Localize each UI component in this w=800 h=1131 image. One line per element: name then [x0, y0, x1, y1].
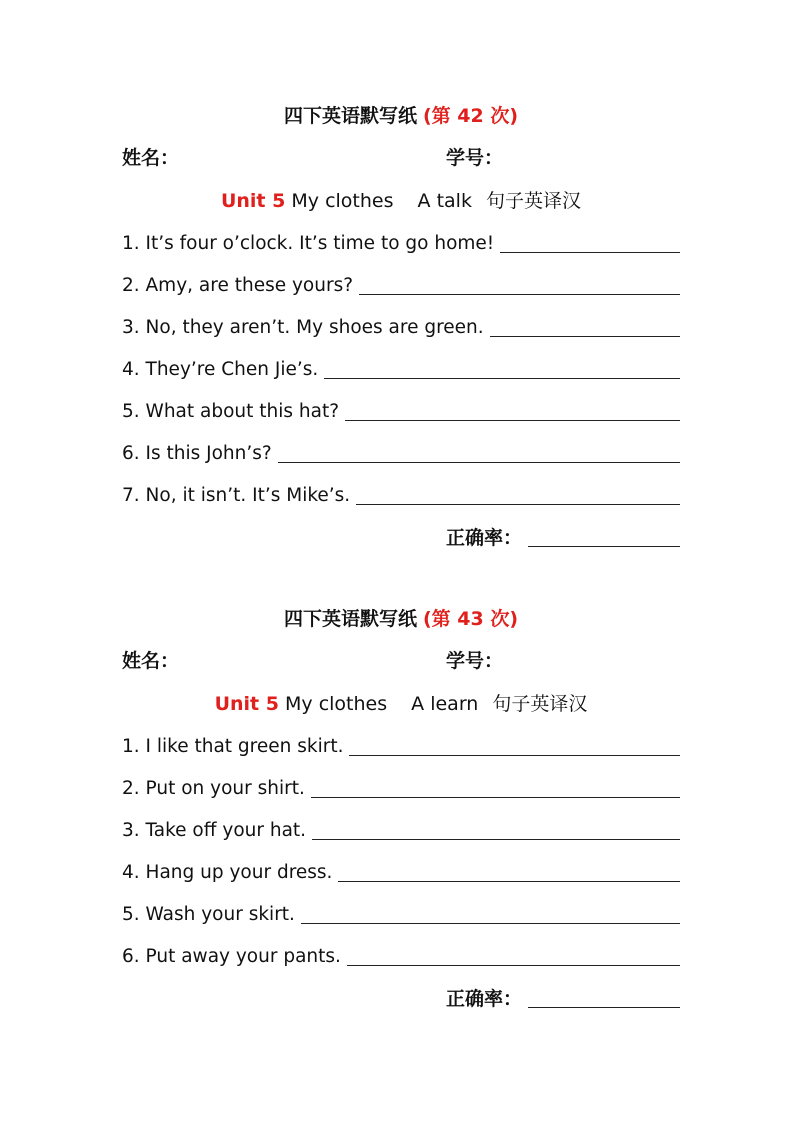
question-text: 7. No, it isn’t. It’s Mike’s. [122, 485, 351, 506]
question-item [122, 858, 680, 886]
question-text: 5. What about this hat? [122, 401, 340, 422]
answer-blank[interactable] [349, 735, 680, 756]
question-text: 3. Take off your hat. [122, 820, 307, 841]
task-label: 句子英译汉 [486, 190, 582, 212]
session-number: (第 42 次) [422, 105, 519, 127]
question-item [122, 271, 680, 299]
question-text: 2. Put on your shirt. [122, 778, 305, 799]
answer-blank[interactable] [278, 442, 680, 463]
answer-blank[interactable] [500, 232, 680, 253]
answer-blank[interactable] [345, 400, 680, 421]
question-text: 6. Put away your pants. [122, 946, 341, 967]
answer-blank[interactable] [356, 484, 680, 505]
topic-label: My clothes [291, 190, 394, 212]
accuracy-blank[interactable] [528, 987, 680, 1008]
question-item [122, 229, 680, 257]
answer-blank[interactable] [490, 316, 680, 337]
sheet-title-text: 四下英语默写纸 [283, 608, 417, 630]
question-text: 2. Amy, are these yours? [122, 275, 354, 296]
question-item [122, 942, 680, 970]
accuracy-row [446, 984, 680, 1012]
question-text: 5. Wash your skirt. [122, 904, 295, 925]
question-text: 4. They’re Chen Jie’s. [122, 359, 319, 380]
answer-blank[interactable] [347, 945, 680, 966]
answer-blank[interactable] [324, 358, 680, 379]
section-subtitle [122, 691, 680, 717]
question-item [122, 397, 680, 425]
student-id-label: 学号： [446, 650, 504, 672]
section-label: A talk [417, 190, 472, 212]
student-info-row [122, 648, 680, 674]
accuracy-label: 正确率： [446, 527, 523, 549]
answer-blank[interactable] [311, 777, 680, 798]
sheet-title [122, 606, 680, 632]
unit-label: Unit 5 [220, 190, 286, 212]
question-text: 3. No, they aren’t. My shoes are green. [122, 317, 484, 338]
question-item [122, 774, 680, 802]
section-label: A learn [411, 693, 479, 715]
session-number: (第 43 次) [422, 608, 519, 630]
question-item [122, 732, 680, 760]
question-item [122, 313, 680, 341]
accuracy-label: 正确率： [446, 988, 523, 1010]
question-item [122, 439, 680, 467]
question-item [122, 900, 680, 928]
sheet-title-text: 四下英语默写纸 [283, 105, 417, 127]
name-label: 姓名： [122, 650, 180, 672]
accuracy-row [446, 523, 680, 551]
answer-blank[interactable] [359, 274, 680, 295]
question-text: 4. Hang up your dress. [122, 862, 333, 883]
answer-blank[interactable] [312, 819, 680, 840]
unit-label: Unit 5 [214, 693, 279, 715]
question-item [122, 355, 680, 383]
question-text: 1. I like that green skirt. [122, 736, 344, 757]
question-text: 1. It’s four o’clock. It’s time to go home! [122, 233, 495, 254]
question-text: 6. Is this John’s? [122, 443, 272, 464]
accuracy-blank[interactable] [528, 526, 680, 547]
question-item [122, 481, 680, 509]
name-label: 姓名： [122, 147, 180, 169]
answer-blank[interactable] [301, 903, 680, 924]
answer-blank[interactable] [338, 861, 680, 882]
topic-label: My clothes [285, 693, 388, 715]
task-label: 句子英译汉 [492, 693, 588, 715]
student-info-row [122, 145, 680, 171]
section-subtitle [122, 188, 680, 214]
question-item [122, 816, 680, 844]
student-id-label: 学号： [446, 147, 504, 169]
sheet-title [122, 103, 680, 129]
